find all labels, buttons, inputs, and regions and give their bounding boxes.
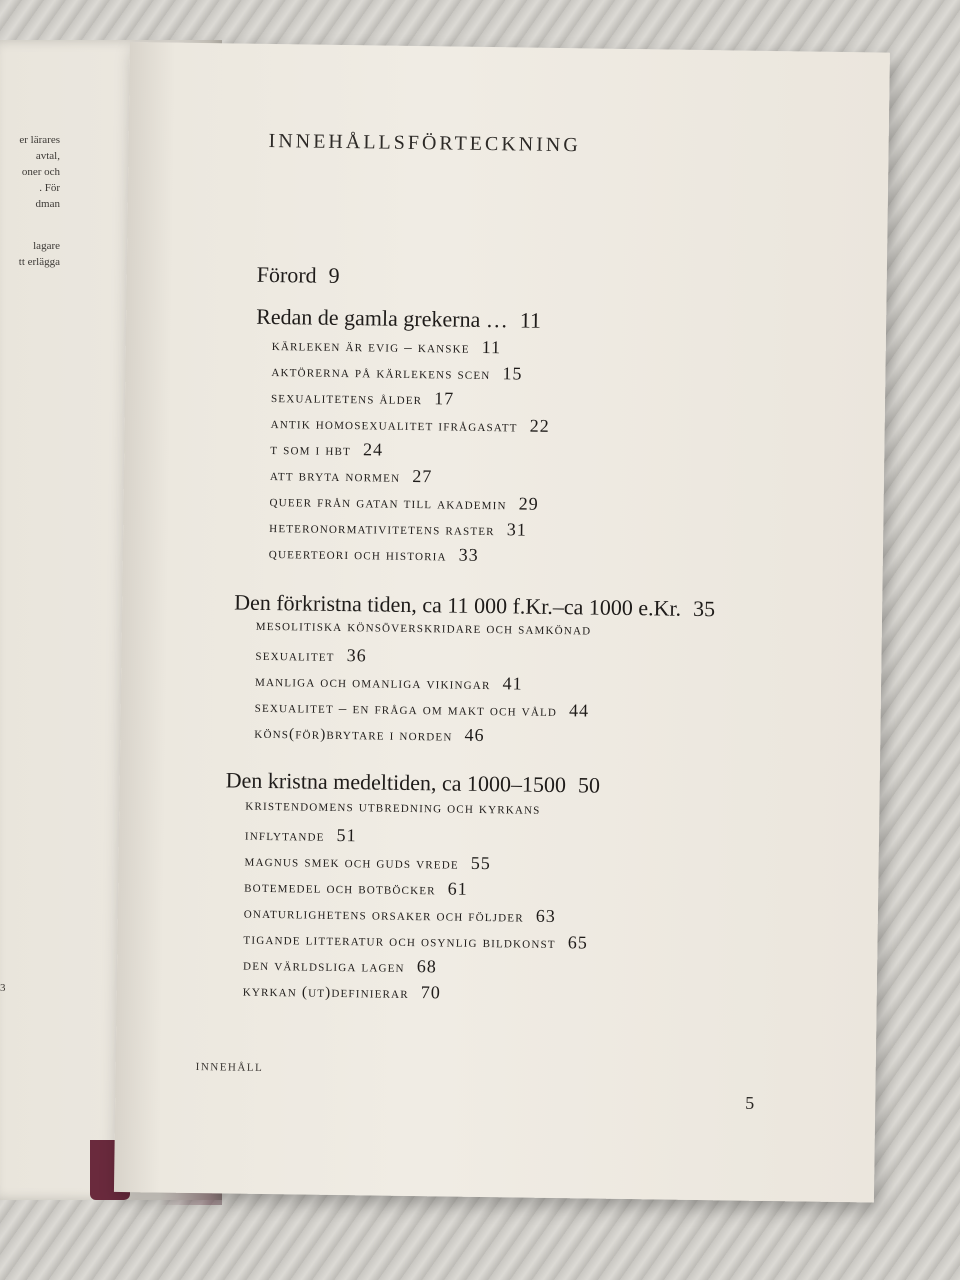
toc-chapter bbox=[234, 590, 715, 623]
toc-section bbox=[243, 928, 588, 954]
toc-entry-title: att bryta normen bbox=[269, 467, 401, 486]
toc-entry-title: tigande litteratur och osynlig bildkonst bbox=[243, 931, 556, 953]
toc-entry-page: 46 bbox=[464, 724, 485, 746]
toc-entry-title: onaturlighetens orsaker och följder bbox=[243, 905, 524, 926]
toc-entry-title: Den kristna medeltiden, ca 1000–1500 bbox=[225, 767, 567, 798]
left-page-fragment: . För bbox=[39, 182, 60, 194]
toc-section bbox=[255, 644, 367, 667]
toc-section bbox=[272, 334, 502, 358]
toc-entry-title: t som i hbt bbox=[270, 441, 352, 460]
toc-chapter bbox=[256, 304, 541, 334]
toc-entry-title: magnus smek och guds vrede bbox=[244, 853, 459, 873]
page-title: INNEHÅLLSFÖRTECKNING bbox=[268, 129, 581, 157]
toc-entry-title: den världsliga lagen bbox=[243, 957, 405, 976]
left-page-fragment: avtal, bbox=[35, 150, 60, 162]
toc-section bbox=[245, 798, 540, 819]
left-page-fragment: lagare bbox=[33, 240, 60, 252]
toc-entry-title: aktörerna på kärlekens scen bbox=[271, 364, 491, 384]
toc-section bbox=[244, 850, 491, 874]
toc-entry-page: 61 bbox=[447, 878, 468, 899]
toc-entry-title: Förord bbox=[256, 261, 317, 288]
toc-entry-page: 70 bbox=[420, 982, 441, 1003]
toc-section bbox=[255, 670, 523, 695]
toc-entry-title: heteronormativitetens raster bbox=[269, 519, 495, 540]
left-page-fragment: dman bbox=[35, 198, 60, 210]
toc-entry-page: 63 bbox=[535, 905, 556, 927]
toc-entry-title: queerteori och historia bbox=[268, 545, 447, 565]
toc-entry-page: 44 bbox=[568, 700, 590, 721]
toc-section bbox=[244, 902, 556, 927]
toc-entry-title: köns(för)brytare i norden bbox=[254, 725, 453, 745]
toc-entry-page: 24 bbox=[362, 439, 384, 460]
toc-entry-title: queer från gatan till akademin bbox=[269, 493, 507, 514]
left-page-fragment: tt erlägga bbox=[18, 256, 60, 268]
toc-section bbox=[271, 360, 522, 385]
toc-section bbox=[270, 438, 383, 461]
toc-entry-page: 41 bbox=[502, 673, 523, 694]
toc-entry-page: 15 bbox=[502, 363, 523, 384]
toc-entry-title: kyrkan (ut)definierar bbox=[242, 983, 409, 1002]
toc-entry-page: 11 bbox=[519, 307, 542, 333]
toc-section bbox=[255, 696, 590, 722]
toc-entry-title: mesolitiska könsöverskridare och samkönad bbox=[255, 617, 592, 639]
toc-entry-title: inflytande bbox=[244, 827, 325, 845]
toc-entry-page: 68 bbox=[416, 956, 437, 977]
toc-entry-title: kärleken är evig – kanske bbox=[271, 338, 470, 357]
toc-entry-title: kristendomens utbredning och kyrkans bbox=[245, 797, 541, 818]
toc-entry-page: 29 bbox=[518, 493, 539, 514]
toc-section bbox=[244, 876, 468, 900]
toc-entry-page: 35 bbox=[692, 595, 716, 622]
page-number: 5 bbox=[745, 1092, 755, 1113]
toc-entry-page: 27 bbox=[412, 465, 433, 487]
toc-entry-page: 36 bbox=[346, 645, 367, 666]
left-page-fragment: oner och bbox=[21, 166, 60, 178]
left-page-fragment: er lärares bbox=[19, 134, 60, 146]
toc-entry-title: sexualitet – en fråga om makt och våld bbox=[254, 699, 558, 721]
toc-section bbox=[269, 490, 538, 515]
toc-entry-page: 17 bbox=[434, 388, 455, 409]
toc-section bbox=[269, 542, 479, 566]
toc-section bbox=[270, 464, 433, 487]
toc-section bbox=[243, 954, 437, 978]
toc-section bbox=[271, 386, 454, 410]
toc-section bbox=[269, 516, 527, 541]
toc-chapter bbox=[226, 767, 601, 798]
right-page bbox=[114, 42, 890, 1202]
left-page-fragment: 3 bbox=[0, 982, 6, 994]
toc-entry-page: 50 bbox=[577, 772, 601, 798]
toc-entry-title: sexualitet bbox=[255, 647, 335, 665]
toc-entry-page: 9 bbox=[328, 262, 340, 288]
running-footer: INNEHÅLL bbox=[195, 1061, 264, 1074]
toc-entry-title: antik homosexualitet ifrågasatt bbox=[270, 416, 518, 436]
toc-section bbox=[271, 412, 550, 437]
toc-section bbox=[245, 824, 357, 847]
toc-entry-title: botemedel och botböcker bbox=[244, 879, 436, 899]
toc-entry-title: Redan de gamla grekerna … bbox=[256, 303, 509, 333]
toc-section bbox=[243, 980, 441, 1004]
toc-section bbox=[254, 722, 484, 746]
toc-entry-title: Den förkristna tiden, ca 11 000 f.Kr.–ca 1000 e.Kr. bbox=[234, 589, 682, 621]
toc-entry-page: 65 bbox=[567, 932, 588, 953]
toc-entry-title: manliga och omanliga vikingar bbox=[254, 673, 491, 694]
toc-chapter bbox=[257, 262, 340, 289]
toc-entry-page: 33 bbox=[458, 544, 479, 565]
toc-section bbox=[256, 618, 592, 640]
toc-entry-page: 55 bbox=[470, 852, 491, 874]
toc-entry-title: sexualitetens ålder bbox=[270, 390, 423, 409]
toc-entry-page: 31 bbox=[506, 519, 527, 540]
toc-entry-page: 11 bbox=[481, 336, 502, 358]
toc-entry-page: 22 bbox=[529, 415, 550, 436]
toc-entry-page: 51 bbox=[336, 824, 357, 846]
